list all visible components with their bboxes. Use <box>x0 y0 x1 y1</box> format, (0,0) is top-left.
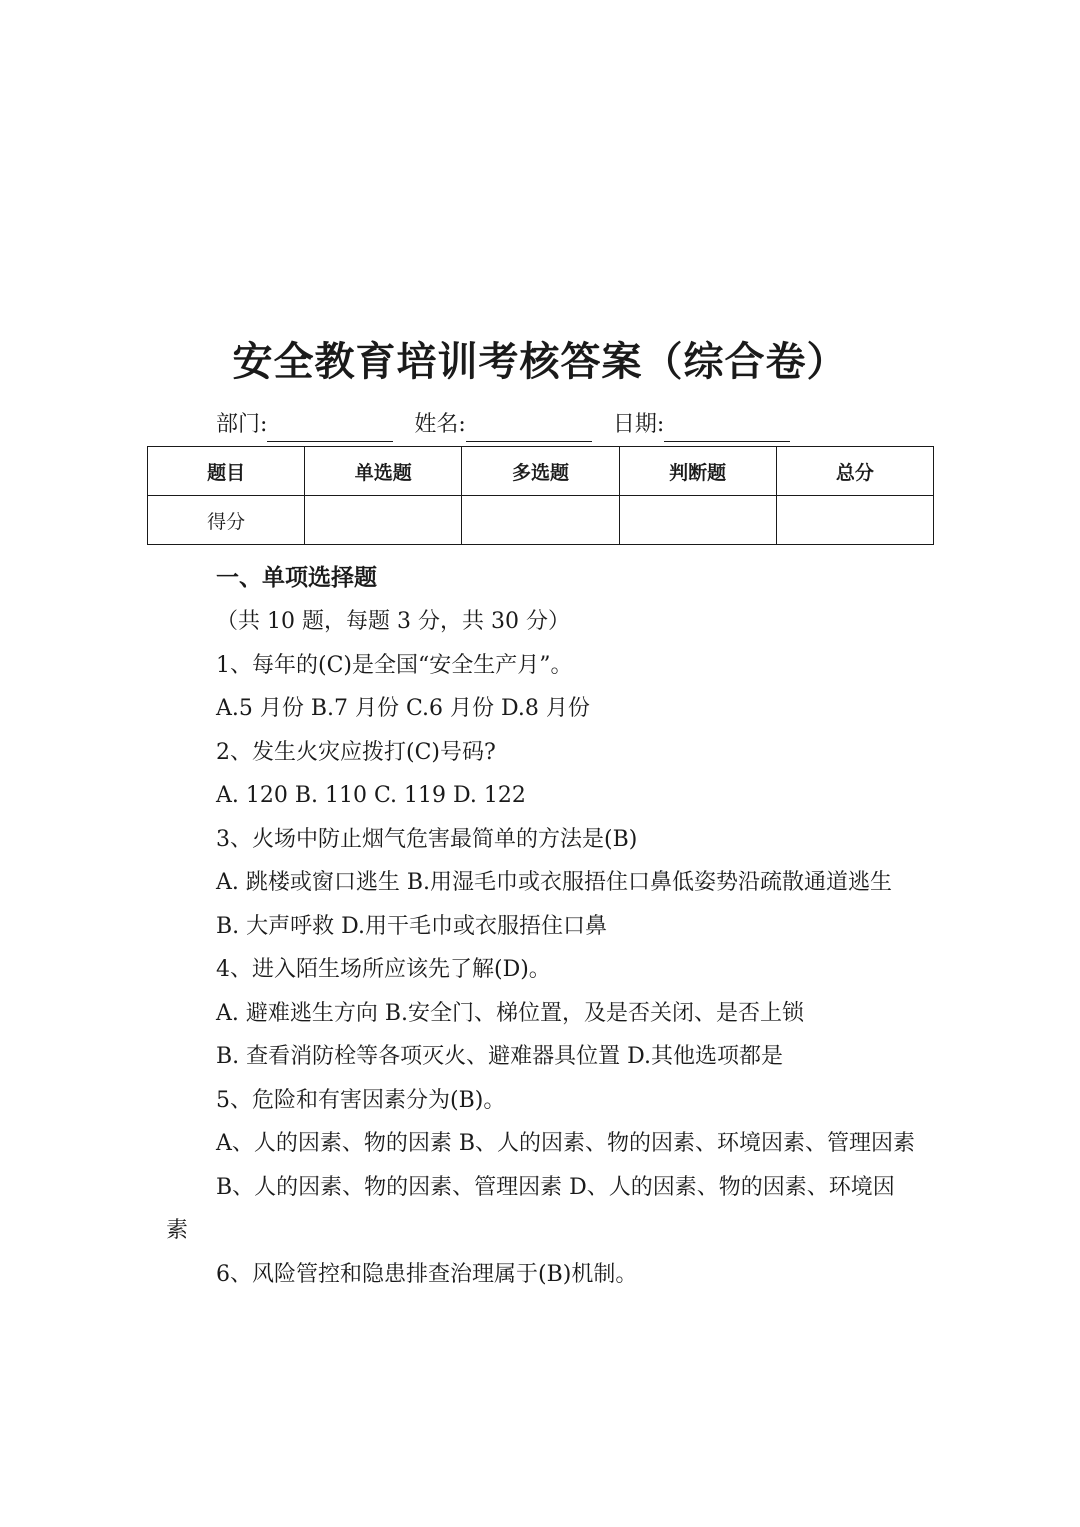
score-cell-single-choice[interactable] <box>305 496 462 545</box>
section-heading: 一、单项选择题 <box>216 565 377 591</box>
header-cell-single-choice: 单选题 <box>305 447 462 496</box>
question-options: B. 大声呼救 D.用干毛巾或衣服捂住口鼻 <box>216 913 607 939</box>
question-text: 5、危险和有害因素分为(B)。 <box>216 1087 506 1113</box>
question-text: 3、火场中防止烟气危害最简单的方法是(B) <box>216 826 638 852</box>
score-row-label: 得分 <box>148 496 305 545</box>
header-cell-true-false: 判断题 <box>619 447 776 496</box>
question-options: A.5 月份 B.7 月份 C.6 月份 D.8 月份 <box>216 696 590 721</box>
name-field[interactable] <box>466 417 592 442</box>
department-label: 部门: <box>216 412 268 437</box>
score-table <box>147 446 934 545</box>
header-cell-multiple-choice: 多选题 <box>462 447 619 496</box>
section-instructions: （共 10 题，每题 3 分，共 30 分） <box>216 609 570 634</box>
question-text: 1、每年的(C)是全国“安全生产月”。 <box>216 652 573 678</box>
question-options: A. 避难逃生方向 B.安全门、梯位置，及是否关闭、是否上锁 <box>216 1000 805 1026</box>
question-options: A. 120 B. 110 C. 119 D. 122 <box>216 783 526 808</box>
question-list <box>166 600 916 1296</box>
header-cell-topic: 题目 <box>148 447 305 496</box>
score-table-score-row <box>148 496 934 545</box>
question-options: A. 跳楼或窗口逃生 B.用湿毛巾或衣服捂住口鼻低姿势沿疏散通道逃生 <box>216 870 893 895</box>
question-text: 2、发生火灾应拨打(C)号码? <box>216 739 496 765</box>
score-cell-true-false[interactable] <box>619 496 776 545</box>
score-cell-multiple-choice[interactable] <box>462 496 619 545</box>
question-text: 6、风险管控和隐患排查治理属于(B)机制。 <box>216 1261 638 1287</box>
score-table-header-row <box>148 447 934 496</box>
header-cell-total: 总分 <box>776 447 933 496</box>
date-label: 日期: <box>612 412 665 437</box>
department-field[interactable] <box>267 417 393 442</box>
date-field[interactable] <box>664 417 790 442</box>
question-options: B. 查看消防栓等各项灭火、避难器具位置 D.其他选项都是 <box>216 1044 783 1069</box>
name-label: 姓名: <box>414 412 466 437</box>
question-text: 4、进入陌生场所应该先了解(D)。 <box>216 957 551 982</box>
question-options: B、人的因素、物的因素、管理因素 D、人的因素、物的因素、环境因素 <box>166 1174 895 1243</box>
page-title: 安全教育培训考核答案（综合卷） <box>232 339 848 385</box>
info-fields <box>216 408 804 442</box>
question-options: A、人的因素、物的因素 B、人的因素、物的因素、环境因素、管理因素 <box>216 1131 916 1156</box>
score-cell-total[interactable] <box>776 496 933 545</box>
